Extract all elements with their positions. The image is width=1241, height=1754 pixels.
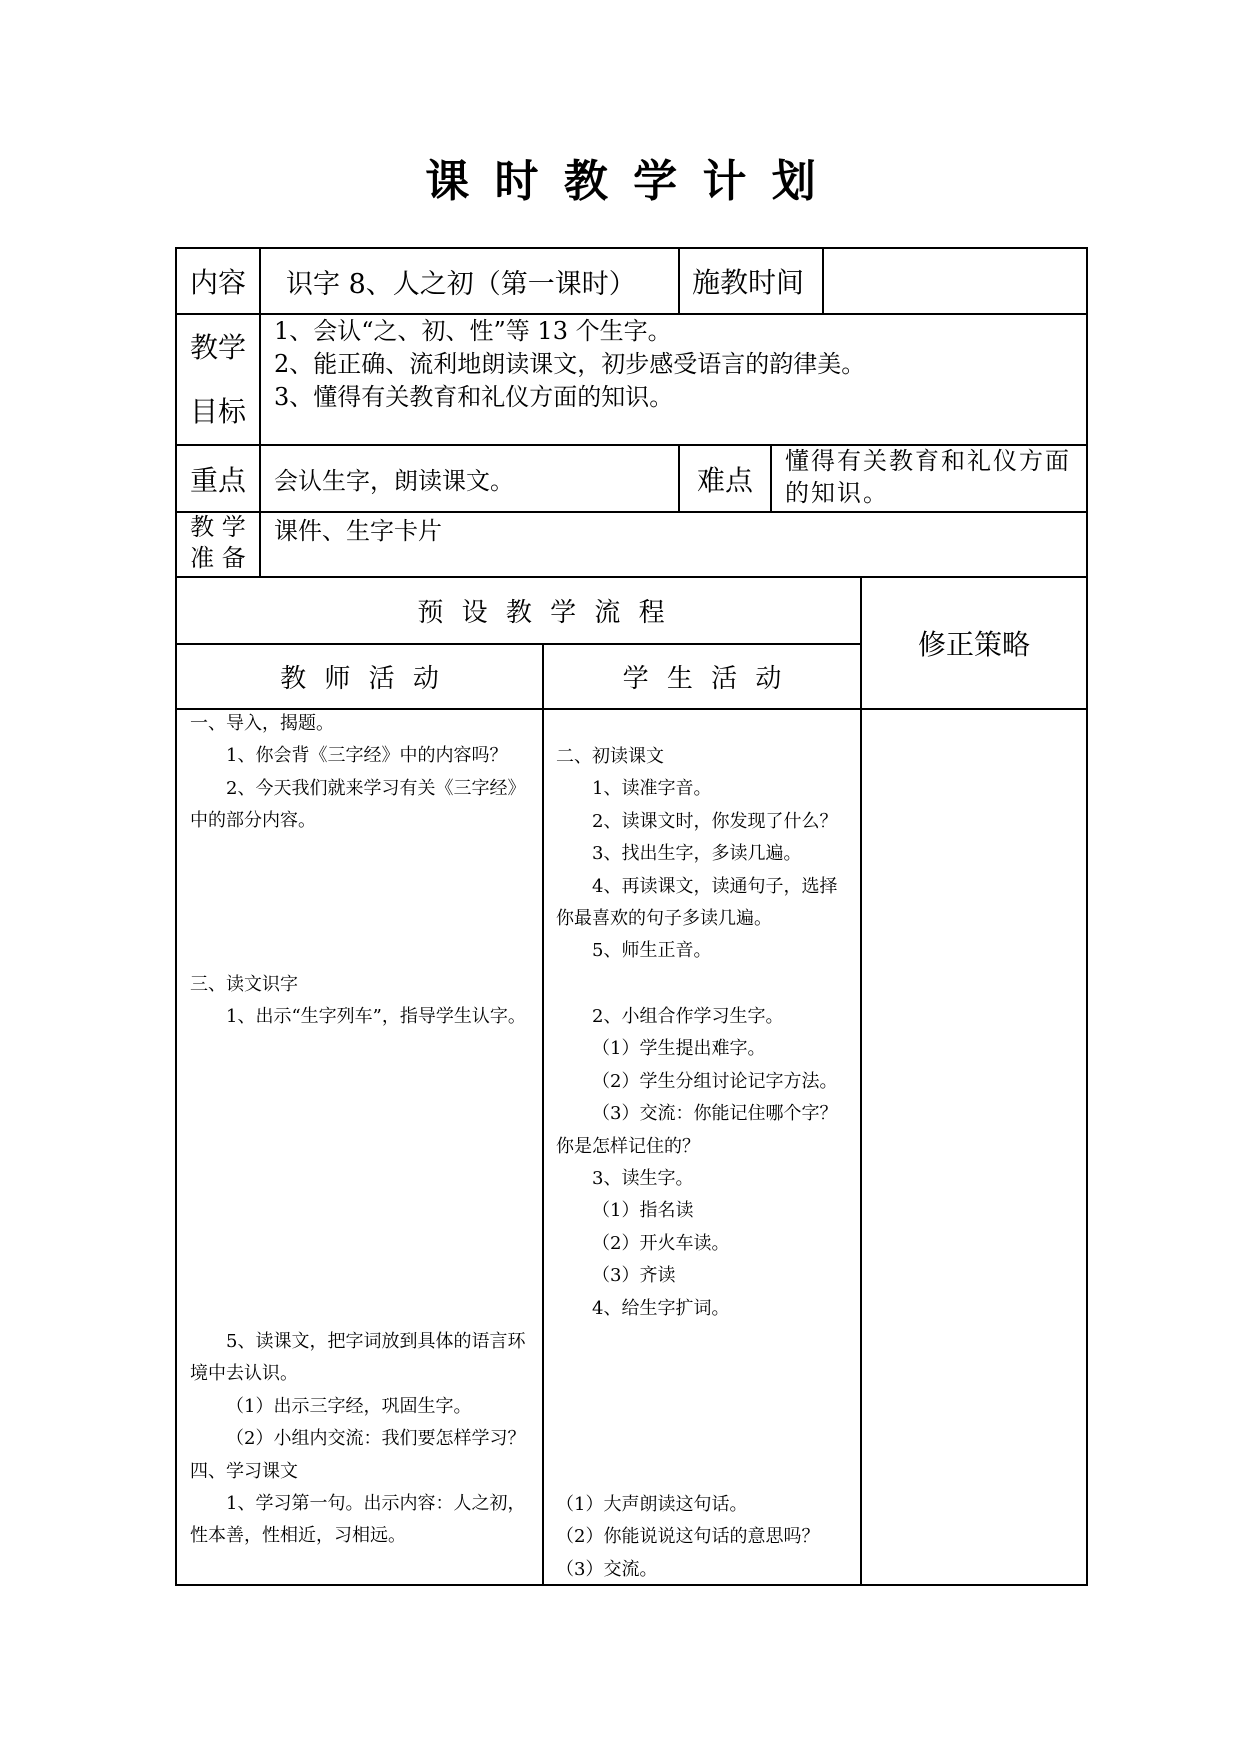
student-activity-line: （3）齐读 xyxy=(592,1265,676,1287)
revision-strategy-heading: 修正策略 xyxy=(917,628,1030,661)
student-activity-block xyxy=(556,741,837,968)
teacher-activity-line: 四、学习课文 xyxy=(190,1460,298,1482)
teacher-activity-line: 1、出示“生字列车”，指导学生认字。 xyxy=(226,1006,526,1028)
student-activity-line: 二、初读课文 xyxy=(556,746,664,767)
student-activity-block xyxy=(556,1001,837,1325)
teacher-activity-line: 中的部分内容。 xyxy=(190,810,316,832)
student-activity-line: 你是怎样记住的？ xyxy=(556,1135,700,1157)
table-border xyxy=(678,247,680,315)
student-activity-line: 2、读课文时，你发现了什么？ xyxy=(592,810,838,832)
student-activity-heading: 学 生 活 动 xyxy=(622,664,787,694)
content-value: 识字 8、人之初（第一课时） xyxy=(286,268,636,300)
student-activity-line: 4、给生字扩词。 xyxy=(592,1297,730,1319)
teaching-time-label: 施教时间 xyxy=(692,266,805,299)
objectives-label-line: 教学 xyxy=(189,331,246,364)
teacher-activity-block xyxy=(190,969,526,1034)
teacher-activity-line: 5、读课文，把字词放到具体的语言环 xyxy=(226,1331,526,1352)
student-activity-line: 3、找出生字，多读几遍。 xyxy=(592,843,802,865)
student-activity-block xyxy=(556,1489,819,1586)
table-border xyxy=(1086,247,1088,1586)
student-activity-line: 3、读生字。 xyxy=(592,1167,694,1189)
objectives-label xyxy=(176,331,260,365)
teaching-time-value xyxy=(824,248,1086,314)
preparation-label-line: 教 学 xyxy=(190,513,246,541)
difficulty-label: 难点 xyxy=(696,463,753,497)
teacher-activity-line: （1）出示三字经，巩固生字。 xyxy=(226,1395,472,1417)
student-activity-line: 5、师生正音。 xyxy=(592,940,712,962)
objective-item: 3、懂得有关教育和礼仪方面的知识。 xyxy=(274,383,674,411)
student-activity-line: 4、再读课文，读通句子，选择 xyxy=(592,875,838,897)
teacher-activity-line: 境中去认识。 xyxy=(190,1363,298,1385)
objectives-label xyxy=(176,395,260,429)
student-activity-line: （2）开火车读。 xyxy=(592,1232,730,1254)
teacher-activity-line: 三、读文识字 xyxy=(190,974,298,995)
student-activity-line: 你最喜欢的句子多读几遍。 xyxy=(556,907,772,929)
preparation-label-line: 准 备 xyxy=(190,544,246,572)
page-title: 课 时 教 学 计 划 xyxy=(425,156,821,207)
content-label: 内容 xyxy=(189,266,246,299)
teacher-activity-line: 一、导入，揭题。 xyxy=(190,713,334,734)
preparation-label xyxy=(176,512,260,574)
teacher-activity-block xyxy=(190,708,525,838)
objective-item: 1、会认“之、初、性”等 13 个生字。 xyxy=(274,317,672,345)
objective-item: 2、能正确、流利地朗读课文，初步感受语言的韵律美。 xyxy=(274,350,866,378)
key-point-value: 会认生字，朗读课文。 xyxy=(274,467,514,495)
student-activity-line: 2、小组合作学习生字。 xyxy=(592,1006,784,1027)
student-activity-line: （1）指名读 xyxy=(592,1200,694,1222)
student-activity-line: （1）大声朗读这句话。 xyxy=(556,1494,748,1515)
teacher-activity-line: （2）小组内交流：我们要怎样学习？ xyxy=(226,1428,526,1450)
teacher-activity-line: 性本善，性相近，习相远。 xyxy=(190,1525,406,1547)
table-border xyxy=(542,643,544,1586)
revision-strategy-cell xyxy=(862,710,1086,1584)
teacher-activity-heading: 教 师 活 动 xyxy=(280,664,444,694)
teacher-activity-line: 1、学习第一句。出示内容：人之初， xyxy=(226,1492,526,1514)
objectives-list xyxy=(274,315,865,414)
key-point-label: 重点 xyxy=(189,463,246,497)
objectives-label-line: 目标 xyxy=(189,395,246,428)
student-activity-line: （3）交流。 xyxy=(556,1558,658,1580)
teacher-activity-line: 2、今天我们就来学习有关《三字经》 xyxy=(226,777,526,799)
student-activity-line: （1）学生提出难字。 xyxy=(592,1038,766,1060)
teacher-activity-block xyxy=(190,1326,525,1553)
difficulty-value: 懂得有关教育和礼仪方面的知识。 xyxy=(785,447,1071,507)
student-activity-line: （2）你能说说这句话的意思吗？ xyxy=(556,1526,820,1548)
student-activity-line: 1、读准字音。 xyxy=(592,778,712,800)
student-activity-line: （2）学生分组讨论记字方法。 xyxy=(592,1070,838,1092)
flow-heading: 预 设 教 学 流 程 xyxy=(417,598,670,628)
student-activity-line: （3）交流：你能记住哪个字？ xyxy=(592,1103,838,1125)
teacher-activity-line: 1、你会背《三字经》中的内容吗？ xyxy=(226,745,508,767)
preparation-value: 课件、生字卡片 xyxy=(274,516,442,545)
